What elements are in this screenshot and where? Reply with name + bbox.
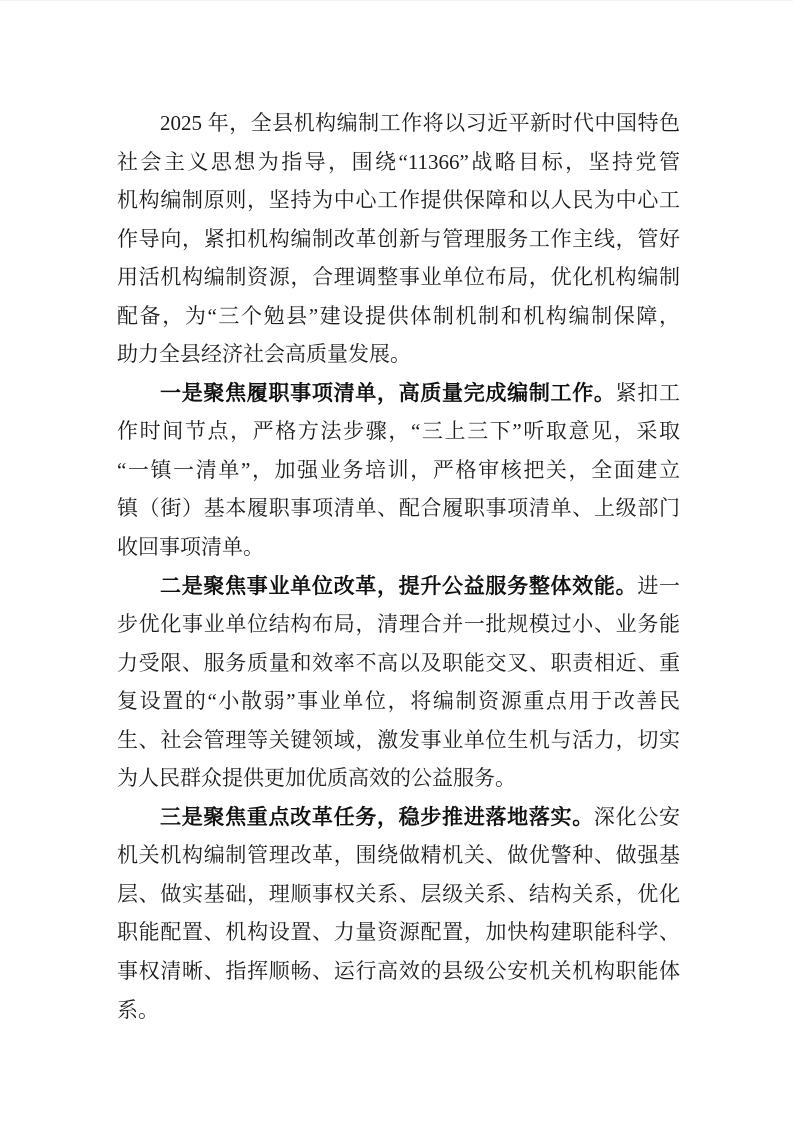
text-line xyxy=(117,991,680,1030)
paragraph-text: 机构编制原则，坚持为中心工作提供保障和以人民为中心工 xyxy=(117,188,680,213)
text-line xyxy=(117,605,680,644)
paragraph-text: 为人民群众提供更加优质高效的公益服务。 xyxy=(117,766,516,791)
text-line xyxy=(117,644,680,683)
paragraph-lead-text: 一是聚焦履职事项清单，高质量完成编制工作。 xyxy=(160,380,616,405)
text-line xyxy=(117,567,680,606)
paragraph-text: 配备，为“三个勉县”建设提供体制机制和机构编制保障， xyxy=(117,303,680,328)
document-body xyxy=(117,104,680,1029)
text-line xyxy=(117,181,680,220)
paragraph-lead-text: 三是聚焦重点改革任务，稳步推进落地落实。 xyxy=(160,804,594,829)
text-line xyxy=(117,143,680,182)
paragraph-text: 社会主义思想为指导，围绕“11366”战略目标，坚持党管 xyxy=(117,149,680,174)
text-line xyxy=(117,220,680,259)
paragraph-text: 事权清晰、指挥顺畅、运行高效的县级公安机关机构职能体 xyxy=(117,959,680,984)
paragraph-text: 生、社会管理等关键领域，激发事业单位生机与活力，切实 xyxy=(117,727,680,752)
paragraph-text: 力受限、服务质量和效率不高以及职能交叉、职责相近、重 xyxy=(117,650,680,675)
paragraph-text: 作导向，紧扣机构编制改革创新与管理服务工作主线，管好 xyxy=(117,226,680,251)
paragraph-text: 作时间节点，严格方法步骤，“三上三下”听取意见，采取 xyxy=(117,419,680,444)
text-line xyxy=(117,759,680,798)
paragraph-text: 紧扣工 xyxy=(615,380,680,405)
paragraph-text: 深化公安 xyxy=(593,804,680,829)
paragraph-lead-text: 二是聚焦事业单位改革，提升公益服务整体效能。 xyxy=(160,573,638,598)
paragraph-3 xyxy=(117,567,680,798)
text-line xyxy=(117,374,680,413)
text-line xyxy=(117,836,680,875)
paragraph-text: 系。 xyxy=(117,997,159,1022)
text-line xyxy=(117,104,680,143)
text-line xyxy=(117,412,680,451)
paragraph-text: 收回事项清单。 xyxy=(117,535,264,560)
paragraph-text: 层、做实基础，理顺事权关系、层级关系、结构关系，优化 xyxy=(117,881,680,906)
text-line xyxy=(117,528,680,567)
paragraph-2 xyxy=(117,374,680,567)
paragraph-text: 步优化事业单位结构布局，清理合并一批规模过小、业务能 xyxy=(117,612,680,637)
paragraph-text: 镇（街）基本履职事项清单、配合履职事项清单、上级部门 xyxy=(117,496,680,521)
text-line xyxy=(117,721,680,760)
text-line xyxy=(117,952,680,991)
paragraph-text: 复设置的“小散弱”事业单位，将编制资源重点用于改善民 xyxy=(117,689,680,714)
text-line xyxy=(117,489,680,528)
paragraph-text: “一镇一清单”，加强业务培训，严格审核把关，全面建立 xyxy=(117,457,680,482)
text-line xyxy=(117,682,680,721)
paragraph-text: 2025 年，全县机构编制工作将以习近平新时代中国特色 xyxy=(160,111,680,135)
text-line xyxy=(117,875,680,914)
paragraph-1 xyxy=(117,104,680,374)
text-line xyxy=(117,913,680,952)
paragraph-text: 用活机构编制资源，合理调整事业单位布局，优化机构编制 xyxy=(117,265,680,290)
paragraph-text: 职能配置、机构设置、力量资源配置，加快构建职能科学、 xyxy=(117,920,680,945)
text-line xyxy=(117,335,680,374)
paragraph-text: 机关机构编制管理改革，围绕做精机关、做优警种、做强基 xyxy=(117,843,680,868)
text-line xyxy=(117,258,680,297)
paragraph-text: 助力全县经济社会高质量发展。 xyxy=(117,342,411,367)
text-line xyxy=(117,297,680,336)
text-line xyxy=(117,798,680,837)
paragraph-text: 进一 xyxy=(637,573,680,598)
paragraph-4 xyxy=(117,798,680,1029)
text-line xyxy=(117,451,680,490)
